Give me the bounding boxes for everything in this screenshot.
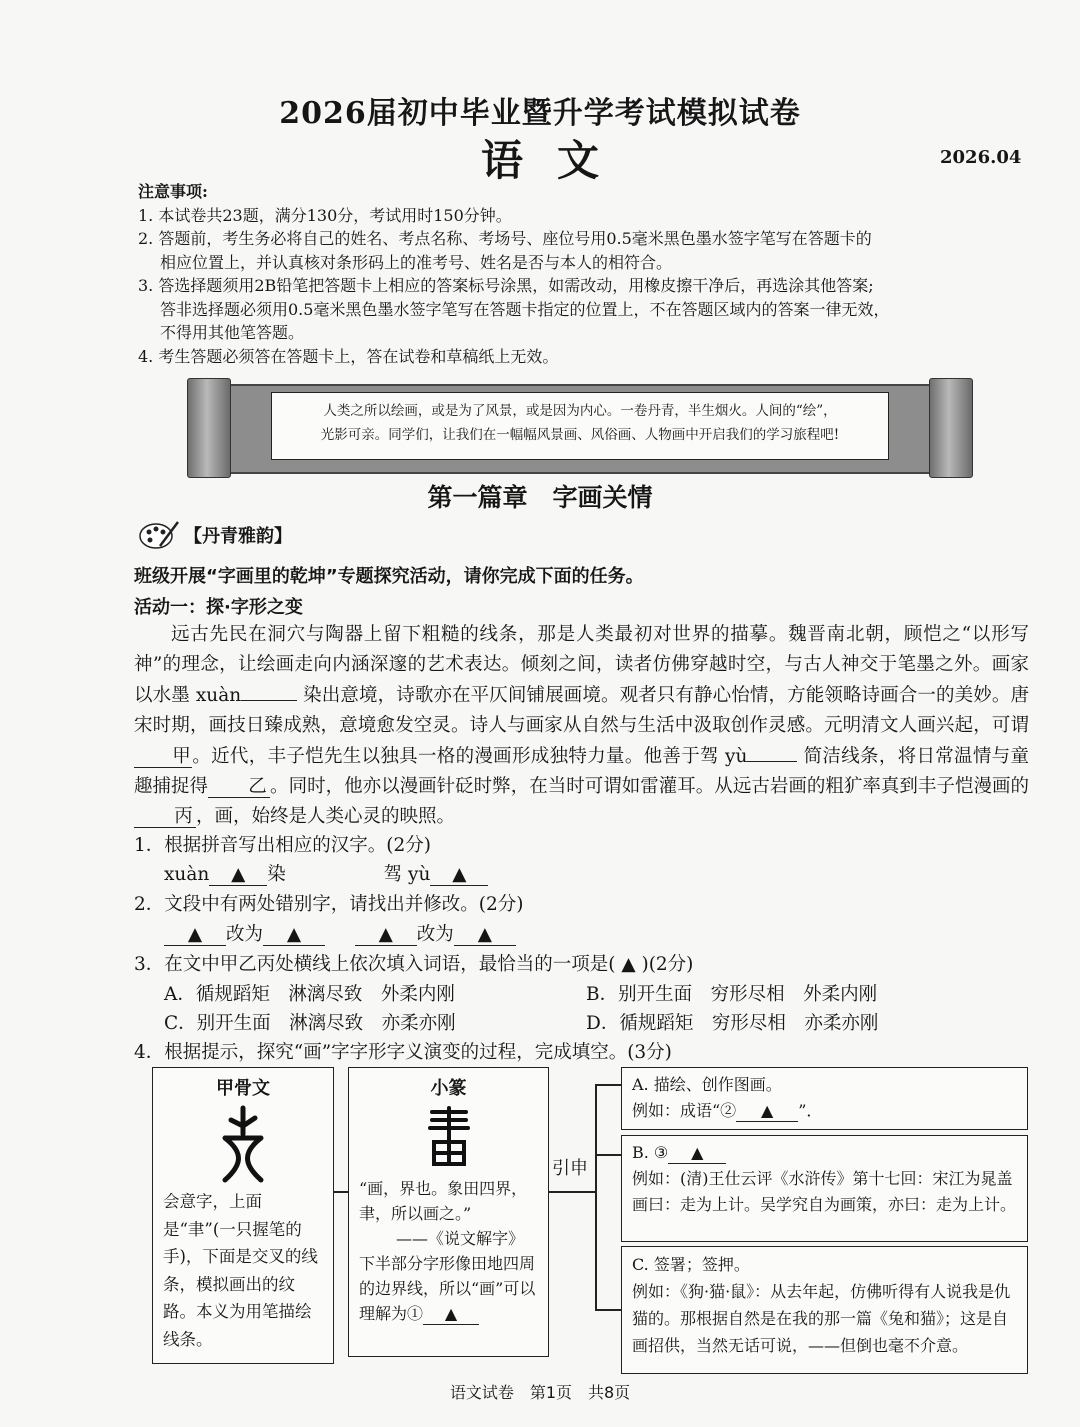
q3-option-d[interactable]: D．循规蹈矩 穷形尽相 亦柔亦刚 <box>586 1013 879 1034</box>
q1-answer-blank-b[interactable]: ▲ <box>430 865 488 886</box>
pinyin-yu: yù <box>725 745 748 767</box>
note-item: 3. 答选择题须用2B铅笔把答题卡上相应的答案标号涂黑，如需改动，用橡皮擦干净后，再选涂其他答案; <box>138 276 874 295</box>
meaning-b-example: 例如：(清)王仕云评《水浒传》第十七回：宋江为晁盖画曰：走为上计。吴学究自为画策，亦曰：走为上计。 <box>632 1169 1017 1214</box>
bracket-line <box>595 1309 621 1311</box>
note-item: 不得用其他笔答题。 <box>160 323 305 342</box>
seal-title: 小篆 <box>430 1078 467 1099</box>
meaning-a-example-text: 例如：成语“② <box>632 1101 737 1120</box>
oracle-bone-box <box>152 1067 334 1364</box>
question-1: 1．根据拼音写出相应的汉字。(2分) <box>134 835 431 856</box>
meaning-b-label: B. ③ <box>632 1143 669 1162</box>
seal-source: ——《说文解字》 <box>395 1229 524 1248</box>
bracket-line <box>595 1154 621 1156</box>
notes-heading: 注意事项: <box>138 182 208 201</box>
q1-answer-blank-a[interactable]: ▲ <box>209 865 267 886</box>
note-item: 4. 考生答题必须答在答题卡上，答在试卷和草稿纸上无效。 <box>138 346 559 366</box>
note-item: 答非选择题必须用0.5毫米黑色墨水签字笔写在答题卡指定的位置上，不在答题区域内的答案一律无效， <box>160 299 890 319</box>
scroll-banner <box>187 378 973 476</box>
q2-change-label: 改为 <box>226 924 264 945</box>
notes-section <box>138 180 1038 368</box>
meaning-a-box <box>621 1067 1028 1130</box>
q1-char-b: 驾 <box>383 864 403 885</box>
activity-intro: 班级开展“字画里的乾坤”专题探究活动，请你完成下面的任务。 <box>134 566 644 587</box>
meaning-c-title: C. 签署；签押。 <box>632 1255 750 1274</box>
seal-answer-blank[interactable]: ▲ <box>423 1304 479 1325</box>
scroll-line: 光影可亲。同学们，让我们在一幅幅风景画、风俗画、人物画中开启我们的学习旅程吧! <box>320 427 840 443</box>
section-heading <box>138 518 292 552</box>
q2-answer-blank[interactable]: ▲ <box>355 925 417 946</box>
q3-option-a[interactable]: A．循规蹈矩 淋漓尽致 外柔内刚 <box>164 984 455 1005</box>
seal-blank-label: ① <box>407 1304 424 1323</box>
question-3: 3．在文中甲乙丙处横线上依次填入词语，最恰当的一项是( ▲ )(2分) <box>134 954 694 975</box>
q2-change-label: 改为 <box>416 924 454 945</box>
note-item: 1. 本试卷共23题，满分130分，考试用时150分钟。 <box>138 205 512 225</box>
q2-answer-blank[interactable]: ▲ <box>164 925 226 946</box>
activity-title: 活动一：探·字形之变 <box>134 597 303 618</box>
exam-date: 2026.04 <box>940 147 1022 168</box>
scroll-line: 人类之所以绘画，或是为了风景，或是因为内心。一卷丹青，半生烟火。人间的“绘”， <box>323 403 837 419</box>
blank-yi: 乙 <box>208 777 270 798</box>
q2-answer-blank[interactable]: ▲ <box>263 925 325 946</box>
scroll-paper <box>271 392 889 460</box>
meaning-a-answer-blank[interactable]: ▲ <box>736 1101 798 1122</box>
q1-char-a: 染 <box>267 864 286 885</box>
q3-option-b[interactable]: B．别开生面 穷形尽相 外柔内刚 <box>586 984 878 1005</box>
passage-text: 。近代，丰子恺先生以独具一格的漫画形成独特力量。他善于驾 <box>192 745 719 767</box>
meaning-b-answer-blank[interactable]: ▲ <box>668 1143 726 1164</box>
q2-answers <box>164 920 516 946</box>
seal-text <box>359 1251 538 1326</box>
passage-text: ，画，始终是人类心灵的映照。 <box>196 806 456 828</box>
oracle-title: 甲骨文 <box>216 1078 270 1099</box>
q1-answers <box>164 860 488 886</box>
passage-text: 简洁线条，将日常温情与童趣捕捉得 <box>134 745 1029 798</box>
q1-pinyin-a: xuàn <box>164 864 210 885</box>
q1-pinyin-b: yù <box>408 864 431 885</box>
pinyin-xuan: xuàn <box>195 684 242 706</box>
scroll-left-roll <box>187 378 231 478</box>
q3-option-c[interactable]: C．别开生面 淋漓尽致 亦柔亦刚 <box>164 1013 456 1034</box>
meaning-a-title: A. 描绘、创作图画。 <box>632 1075 782 1094</box>
seal-script-box <box>348 1067 549 1357</box>
meaning-c-example: 例如：《狗·猫·鼠》：从去年起，仿佛听得有人说我是仇猫的。那根据自然是在我的那一篇《兔和猫》；这是自画招供，当然无话可说，——但倒也毫不介意。 <box>632 1282 1011 1355</box>
connector-line <box>549 1191 595 1193</box>
scroll-right-roll <box>929 378 973 478</box>
blank-yu <box>747 761 797 762</box>
extend-label: 引申 <box>552 1158 588 1179</box>
passage-text: 。同时，他亦以漫画针砭时弊，在当时可谓如雷灌耳。从远古岩画的粗犷率真到丰子恺漫画的 <box>270 776 1029 798</box>
section-label: 【丹青雅韵】 <box>184 526 292 547</box>
bracket-line <box>595 1084 597 1310</box>
passage-text: 远古先民在洞穴与陶器上留下粗糙的线条，那是人类最初对世界的描摹。魏晋南北朝，顾恺之“以形写神”的理念，让绘画走向内涵深邃的艺术表达。倾刻之间，读者仿佛穿越时空，与古人神交于笔墨之外。画家以水墨 <box>134 624 1029 706</box>
meaning-a-example: 例如：成语“② ▲ ”． <box>632 1101 823 1120</box>
blank-bing: 丙 <box>134 807 196 828</box>
chapter-title: 第一篇章 字画关情 <box>427 483 653 512</box>
blank-xuan <box>241 700 297 701</box>
passage-text: 染出意境，诗歌亦在平仄间铺展画境。观者只有静心怡情，方能领略诗画合一的美妙。唐宋时期，画技日臻成熟，意境愈发空灵。诗人与画家从自然与生活中汲取创作灵感。元明清文人画兴起，可谓 <box>134 684 1029 737</box>
q2-answer-blank[interactable]: ▲ <box>454 925 516 946</box>
exam-title: 2026届初中毕业暨升学考试模拟试卷 <box>279 96 801 131</box>
blank-jia: 甲 <box>134 747 192 768</box>
bracket-line <box>595 1084 621 1086</box>
seal-quote: “画，界也。象田四界，聿，所以画之。” <box>359 1179 528 1223</box>
question-4: 4．根据提示，探究“画”字字形字义演变的过程，完成填空。(3分) <box>134 1042 672 1063</box>
oracle-text: 会意字，上面是“聿”(一只握笔的手)，下面是交叉的线条，模拟画出的纹路。本义为用笔描绘线条。 <box>163 1192 318 1349</box>
seal-explanation: 下半部分字形像田地四周的边界线，所以“画”可以理解为 <box>359 1254 536 1323</box>
meaning-b-title <box>632 1140 1017 1166</box>
meaning-b-box <box>621 1135 1028 1242</box>
oracle-glyph-icon <box>213 1104 273 1186</box>
note-item: 2. 答题前，考生务必将自己的姓名、考点名称、考场号、座位号用0.5毫米黑色墨水签字笔写在答题卡的 <box>138 229 872 248</box>
connector-line <box>334 1191 348 1193</box>
palette-icon <box>138 518 180 552</box>
seal-glyph-icon <box>424 1106 474 1170</box>
note-item: 相应位置上，并认真核对条形码上的准考号、姓名是否与本人的相符合。 <box>160 252 673 272</box>
meaning-c-box <box>621 1246 1028 1374</box>
reading-passage <box>134 620 1029 833</box>
question-2: 2．文段中有两处错别字，请找出并修改。(2分) <box>134 894 524 915</box>
subject-title: 语文 <box>480 136 633 185</box>
page-footer: 语文试卷 第1页 共8页 <box>449 1383 631 1402</box>
